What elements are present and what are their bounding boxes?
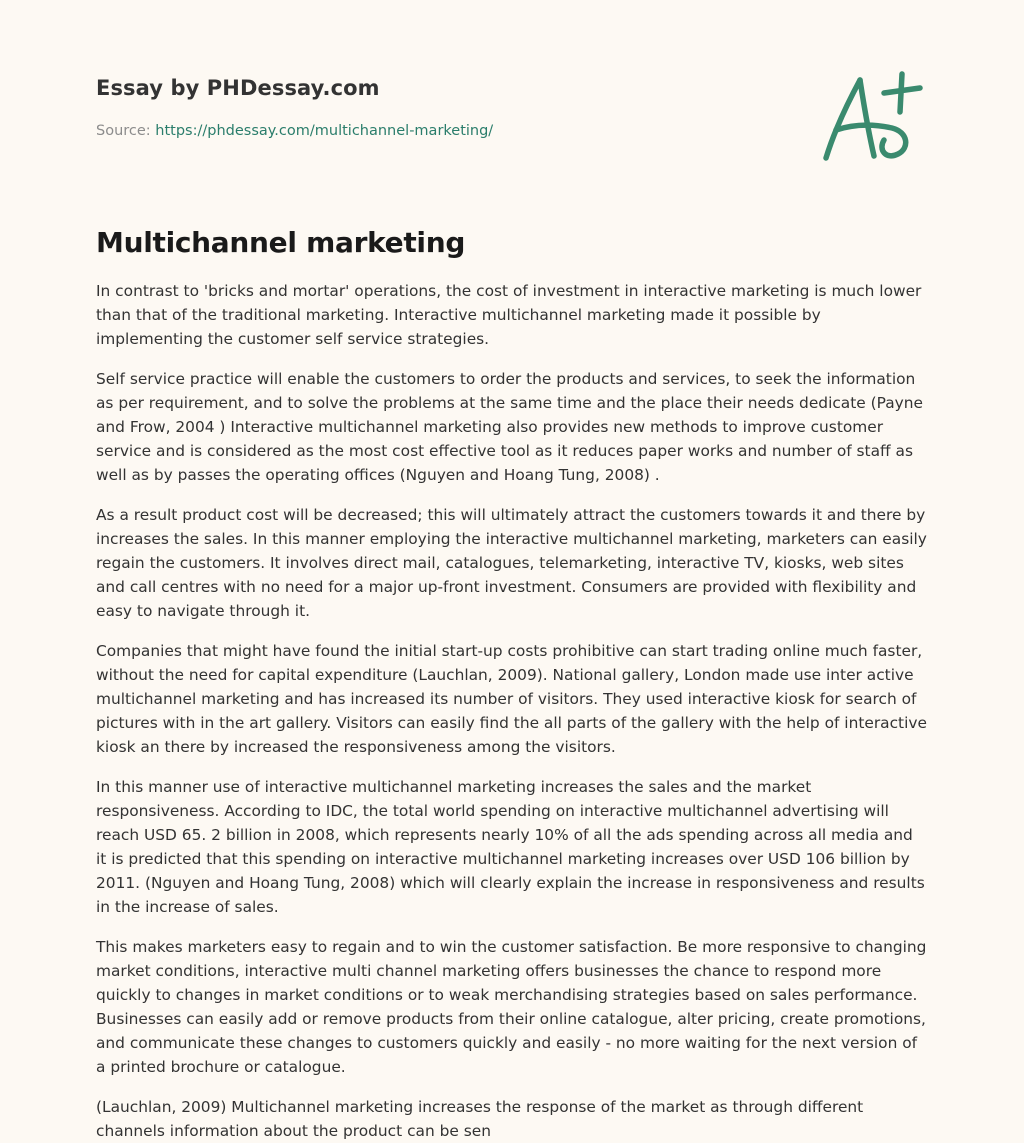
site-title: Essay by PHDessay.com <box>96 76 380 100</box>
source-line <box>96 123 493 139</box>
essay-paragraph: As a result product cost will be decreased; this will ultimately attract the customers towards it and there by increases the sales. In this manner employing the interactive multichannel marketing, marketers can easily regain the customers. It involves direct mail, catalogues, telemarketing, interactive TV, kiosks, web sites and call centres with no need for a major up-front investment. Consumers are provided with flexibility and easy to navigate through it. <box>96 506 927 620</box>
essay-paragraph: This makes marketers easy to regain and to win the customer satisfaction. Be more responsive to changing market conditions, interactive multi channel marketing offers businesses the chance to respond more quickly to changes in market conditions or to weak merchandising strategies based on sales performance. Businesses can easily add or remove products from their online catalogue, alter pricing, create promotions, and communicate these changes to customers quickly and easily - no more waiting for the next version of a printed brochure or catalogue. <box>96 938 927 1076</box>
source-link[interactable]: https://phdessay.com/multichannel-marketing/ <box>155 123 494 139</box>
essay-paragraph: (Lauchlan, 2009) Multichannel marketing increases the response of the market as through different channels information about the product can be sen <box>96 1098 864 1140</box>
essay-title: Multichannel marketing <box>96 226 466 259</box>
essay-body <box>96 279 928 1143</box>
essay-paragraph: Companies that might have found the initial start-up costs prohibitive can start trading online much faster, without the need for capital expenditure (Lauchlan, 2009). National gallery, London made use inter active multichannel marketing and has increased its number of visitors. They used interactive kiosk for search of pictures with in the art gallery. Visitors can easily find the all parts of the gallery with the help of interactive kiosk an there by increased the responsiveness among the visitors. <box>96 642 927 756</box>
essay-paragraph: Self service practice will enable the customers to order the products and services, to seek the information as per requirement, and to solve the problems at the same time and the place their needs dedicate (Payne and Frow, 2004 ) Interactive multichannel marketing also provides new methods to improve customer service and is considered as the most cost effective tool as it reduces paper works and number of staff as well as by passes the operating offices (Nguyen and Hoang Tung, 2008) . <box>96 370 923 484</box>
source-label: Source: <box>96 123 156 139</box>
essay-paragraph: In this manner use of interactive multichannel marketing increases the sales and the market responsiveness. According to IDC, the total world spending on interactive multichannel advertising will reach USD 65. 2 billion in 2008, which represents nearly 10% of all the ads spending across all media and it is predicted that this spending on interactive multichannel marketing increases over USD 106 billion by 2011. (Nguyen and Hoang Tung, 2008) which will clearly explain the increase in responsiveness and results in the increase of sales. <box>96 778 925 916</box>
a-plus-logo-icon <box>820 66 930 166</box>
essay-paragraph: In contrast to 'bricks and mortar' operations, the cost of investment in interactive marketing is much lower than that of the traditional marketing. Interactive multichannel marketing made it possible by implementing the customer self service strategies. <box>96 282 922 348</box>
page-header <box>96 0 928 200</box>
